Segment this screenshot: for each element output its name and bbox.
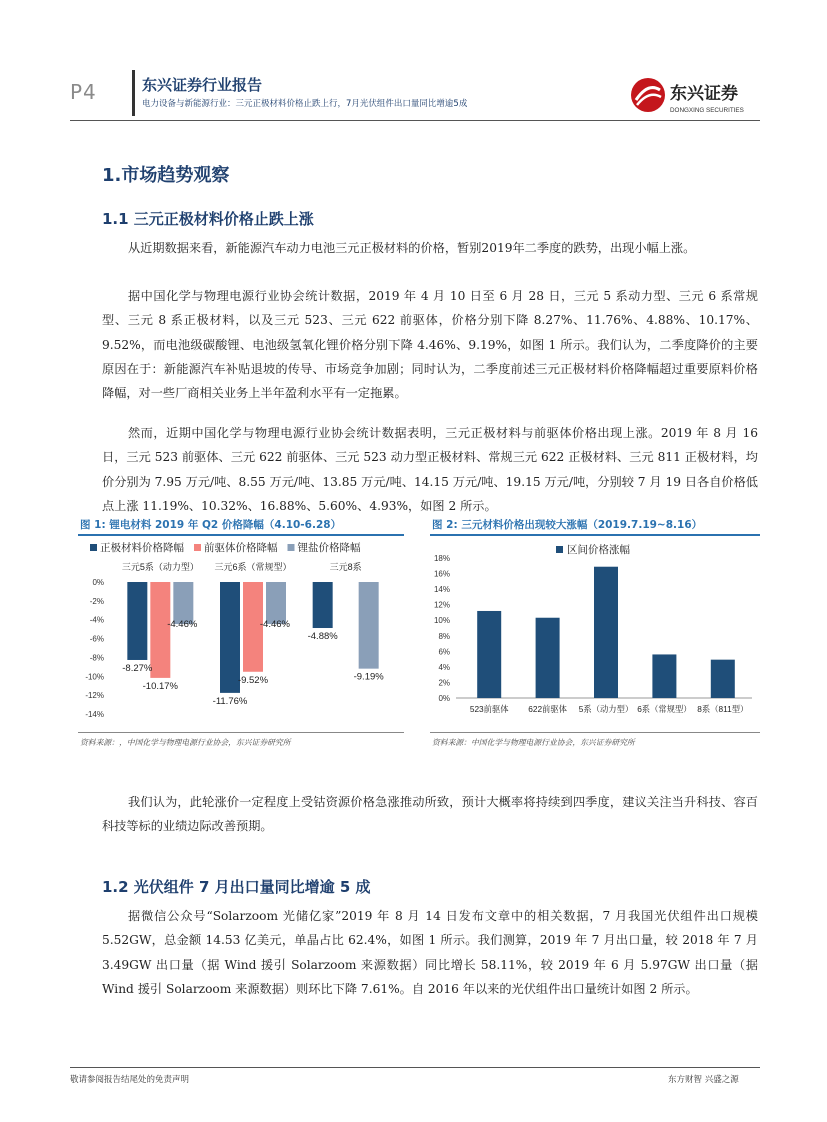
footer-rule xyxy=(70,1067,760,1068)
y-tick-label: 8% xyxy=(438,631,450,641)
figure-1-source: 资料来源：，中国化学与物理电源行业协会，东兴证券研究所 xyxy=(80,738,291,747)
logo-text: 东兴证券 xyxy=(670,84,738,103)
legend-swatch-1 xyxy=(194,544,201,551)
data-label-2-1: -4.46% xyxy=(259,619,290,631)
y-tick-label: 0% xyxy=(92,578,104,587)
bar-0-2 xyxy=(313,582,333,628)
legend-label-2: 锂盐价格降幅 xyxy=(297,542,361,554)
y-tick-label: 10% xyxy=(433,616,450,626)
figure-2-source-rule xyxy=(430,732,760,733)
y-tick-label: 4% xyxy=(438,662,450,672)
x-tick-label: 6系（常规型） xyxy=(637,704,692,714)
figure-2-source: 资料来源：中国化学与物理电源行业协会，东兴证券研究所 xyxy=(432,738,635,747)
company-logo xyxy=(628,72,758,122)
data-label-2-2: -9.19% xyxy=(353,671,384,683)
y-tick-label: 2% xyxy=(438,678,450,688)
paragraph-1: 从近期数据来看，新能源汽车动力电池三元正极材料的价格，暂别2019年二季度的跌势，出现小幅上涨。 xyxy=(128,241,696,255)
footer-slogan: 东方财智 兴盛之源 xyxy=(668,1075,739,1085)
y-tick-label: -12% xyxy=(85,691,104,701)
paragraph-5: 据微信公众号“Solarzoom 光储亿家”2019 年 8 月 14 日发布文章中的相关数据，7 月我国光伏组件出口规模 5.52GW，总金额 14.53 亿美元，单晶占比 62.4%，如图 1 所示。我们测算，2019 年 7 月出口量，较 2018 年 7 月 3.49GW 出口量（据 Wind 援引 Solarzoom 来源数据）同比增长 58.11%，较 2019 年 6 月 5.97GW 出口量（据 Wind 援引 Solarzoom 来源数据）则环比下降 7.61%。自 2016 年以来的光伏组件出口量统计如图 2 所示。 xyxy=(102,909,758,996)
bar-3 xyxy=(652,654,676,698)
x-tick-label: 622前驱体 xyxy=(528,704,567,714)
y-tick-label: -2% xyxy=(89,596,104,606)
paragraph-3: 然而，近期中国化学与物理电源行业协会统计数据表明，三元正极材料与前驱体价格出现上涨。2019 年 8 月 16 日，三元 523 前驱体、三元 622 前驱体、三元 523 动力型正极材料、常规三元 622 正极材料、三元 811 正极材料，均价分别为 7.95 万元/吨、8.55 万元/吨、13.85 万元/吨、14.15 万元/吨、19.15 万元/吨，分别较 7 月 19 日各自价格低点上涨 11.19%、10.32%、16.88%、5.60%、4.93%，如图 2 所示。 xyxy=(102,426,758,513)
y-tick-label: 12% xyxy=(433,600,450,610)
group-label: 三元6系（常规型） xyxy=(214,562,292,572)
subsection-heading-2: 1.2 光伏组件 7 月出口量同比增逾 5 成 xyxy=(102,878,371,896)
logo-subtext: DONGXING SECURITIES xyxy=(670,107,744,114)
legend-label: 区间价格涨幅 xyxy=(567,544,630,556)
paragraph-2: 据中国化学与物理电源行业协会统计数据，2019 年 4 月 10 日至 6 月 28 日，三元 5 系动力型、三元 6 系常规型、三元 8 系正极材料，以及三元 523、三元 622 前驱体，价格分别下降 8.27%、11.76%、4.88%、10.17%、9.52%，而电池级碳酸锂、电池级氢氧化锂价格分别下降 4.46%、9.19%，如图 1 所示。我们认为，二季度降价的主要原因在于：新能源汽车补贴退坡的传导、市场竞争加剧；同时认为，二季度前述三元正极材料价格降幅超过重要原料价格降幅，对一些厂商相关业务上半年盈利水平有一定拖累。 xyxy=(102,289,758,401)
y-tick-label: 6% xyxy=(438,647,450,657)
data-label-2-0: -4.46% xyxy=(167,619,198,631)
legend-swatch xyxy=(556,546,563,553)
chart-1 xyxy=(78,536,406,730)
report-title: 东兴证券行业报告 xyxy=(142,76,263,94)
figure-1-title: 图 1: 锂电材料 2019 年 Q2 价格降幅（4.10-6.28） xyxy=(80,519,342,531)
y-tick-label: 0% xyxy=(438,694,450,703)
data-label-1-0: -10.17% xyxy=(142,680,179,692)
x-tick-label: 5系（动力型） xyxy=(578,704,634,714)
bar-1 xyxy=(536,618,560,698)
bar-2 xyxy=(594,567,618,698)
data-label-0-0: -8.27% xyxy=(122,662,153,674)
legend-swatch-0 xyxy=(90,544,97,551)
page-number: P4 xyxy=(70,80,97,104)
data-label-0-2: -4.88% xyxy=(307,631,338,643)
bar-2-0 xyxy=(173,582,193,624)
figure-2-title: 图 2: 三元材料价格出现较大涨幅（2019.7.19~8.16） xyxy=(432,519,703,531)
y-tick-label: 18% xyxy=(433,554,450,563)
data-label-0-1: -11.76% xyxy=(212,695,248,707)
section-heading: 1.市场趋势观察 xyxy=(102,165,230,186)
x-tick-label: 523前驱体 xyxy=(469,704,509,714)
y-tick-label: -8% xyxy=(89,653,104,663)
y-tick-label: -14% xyxy=(85,710,104,719)
y-tick-label: 16% xyxy=(433,569,450,579)
y-tick-label: -10% xyxy=(85,672,104,682)
group-label: 三元8系 xyxy=(329,562,362,572)
data-label-1-1: -9.52% xyxy=(237,674,269,686)
bar-0-0 xyxy=(127,582,147,660)
legend-swatch-2 xyxy=(288,544,295,551)
bar-0 xyxy=(477,611,501,698)
chart-2 xyxy=(430,536,760,730)
bar-4 xyxy=(711,660,735,698)
subsection-heading-1: 1.1 三元正极材料价格止跌上涨 xyxy=(102,210,314,228)
paragraph-4: 我们认为，此轮涨价一定程度上受钴资源价格急涨推动所致，预计大概率将持续到四季度，建议关注当升科技、容百科技等标的业绩边际改善预期。 xyxy=(102,795,758,834)
bar-2-1 xyxy=(266,582,286,624)
legend-label-1: 前驱体价格降幅 xyxy=(204,542,278,554)
figure-1-source-rule xyxy=(78,732,404,733)
x-tick-label: 8系（811型） xyxy=(697,704,749,714)
y-tick-label: -4% xyxy=(89,615,104,625)
y-tick-label: -6% xyxy=(89,634,104,644)
y-tick-label: 14% xyxy=(433,585,450,595)
group-label: 三元5系（动力型） xyxy=(121,562,199,572)
footer-disclaimer: 敬请参阅报告结尾处的免责声明 xyxy=(70,1075,190,1085)
header-rule xyxy=(70,120,760,121)
legend-label-0: 正极材料价格降幅 xyxy=(100,542,184,554)
header-divider xyxy=(132,70,135,116)
report-subtitle: 电力设备与新能源行业：三元正极材料价格止跌上行，7月光伏组件出口量同比增逾5成 xyxy=(142,99,468,109)
bar-2-2 xyxy=(359,582,379,669)
